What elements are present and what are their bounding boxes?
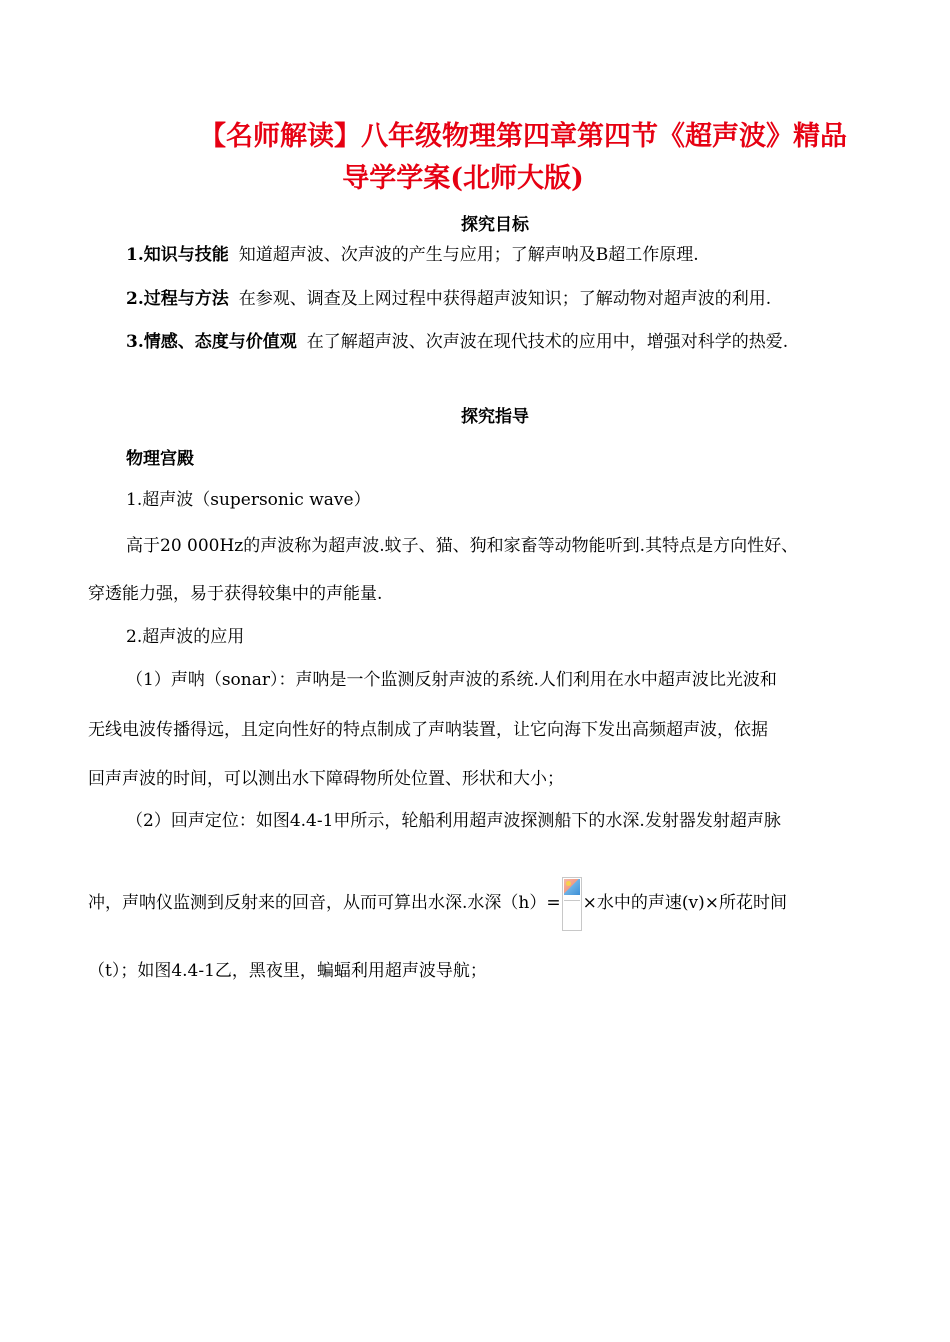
formula-text-after: ×水中的声速(v)×所花时间 [582,893,787,913]
goal-item [126,288,771,310]
paragraph-line: 穿透能力强，易于获得较集中的声能量. [88,584,383,604]
goal-text: 在了解超声波、次声波在现代技术的应用中，增强对科学的热爱. [306,332,789,352]
document-title-line-2: 导学学案(北师大版) [342,163,584,194]
goal-label: 2.过程与方法 [126,289,229,309]
paragraph-line: 回声声波的时间，可以测出水下障碍物所处位置、形状和大小； [88,769,564,789]
goal-label: 1.知识与技能 [126,245,229,265]
goal-item [126,331,788,353]
paragraph-line: （t）；如图4.4-1乙，黑夜里，蝙蝠利用超声波导航； [88,961,487,981]
goals-heading: 探究目标 [461,215,529,235]
section-subheading: 物理宫殿 [126,449,194,469]
paragraph-line: （2）回声定位：如图4.4-1甲所示，轮船利用超声波探测船下的水深.发射器发射超声脉 [126,811,781,831]
goal-text: 在参观、调查及上网过程中获得超声波知识；了解动物对超声波的利用. [238,289,772,309]
paragraph-line: 无线电波传播得远，且定向性好的特点制成了声呐装置，让它向海下发出高频超声波，依据 [88,720,768,740]
guide-heading: 探究指导 [461,407,529,427]
paragraph-line: 2.超声波的应用 [126,627,245,647]
goal-item [126,244,699,266]
paragraph-line: （1）声呐（sonar）：声呐是一个监测反射声波的系统.人们利用在水中超声波比光波和 [126,670,777,690]
paragraph-line: 1.超声波（supersonic wave） [126,490,371,510]
goal-text: 知道超声波、次声波的产生与应用；了解声呐及B超工作原理. [238,245,699,265]
document-title-line-1: 【名师解读】八年级物理第四章第四节《超声波》精品 [199,121,847,152]
goal-label: 3.情感、态度与价值观 [126,332,297,352]
fraction-image-icon [562,877,582,931]
formula-line [88,876,787,931]
formula-text-before: 冲，声呐仪监测到反射来的回音，从而可算出水深.水深（h）= [88,893,561,913]
paragraph-line: 高于20 000Hz的声波称为超声波.蚊子、猫、狗和家畜等动物能听到.其特点是方向性好、 [126,536,799,556]
